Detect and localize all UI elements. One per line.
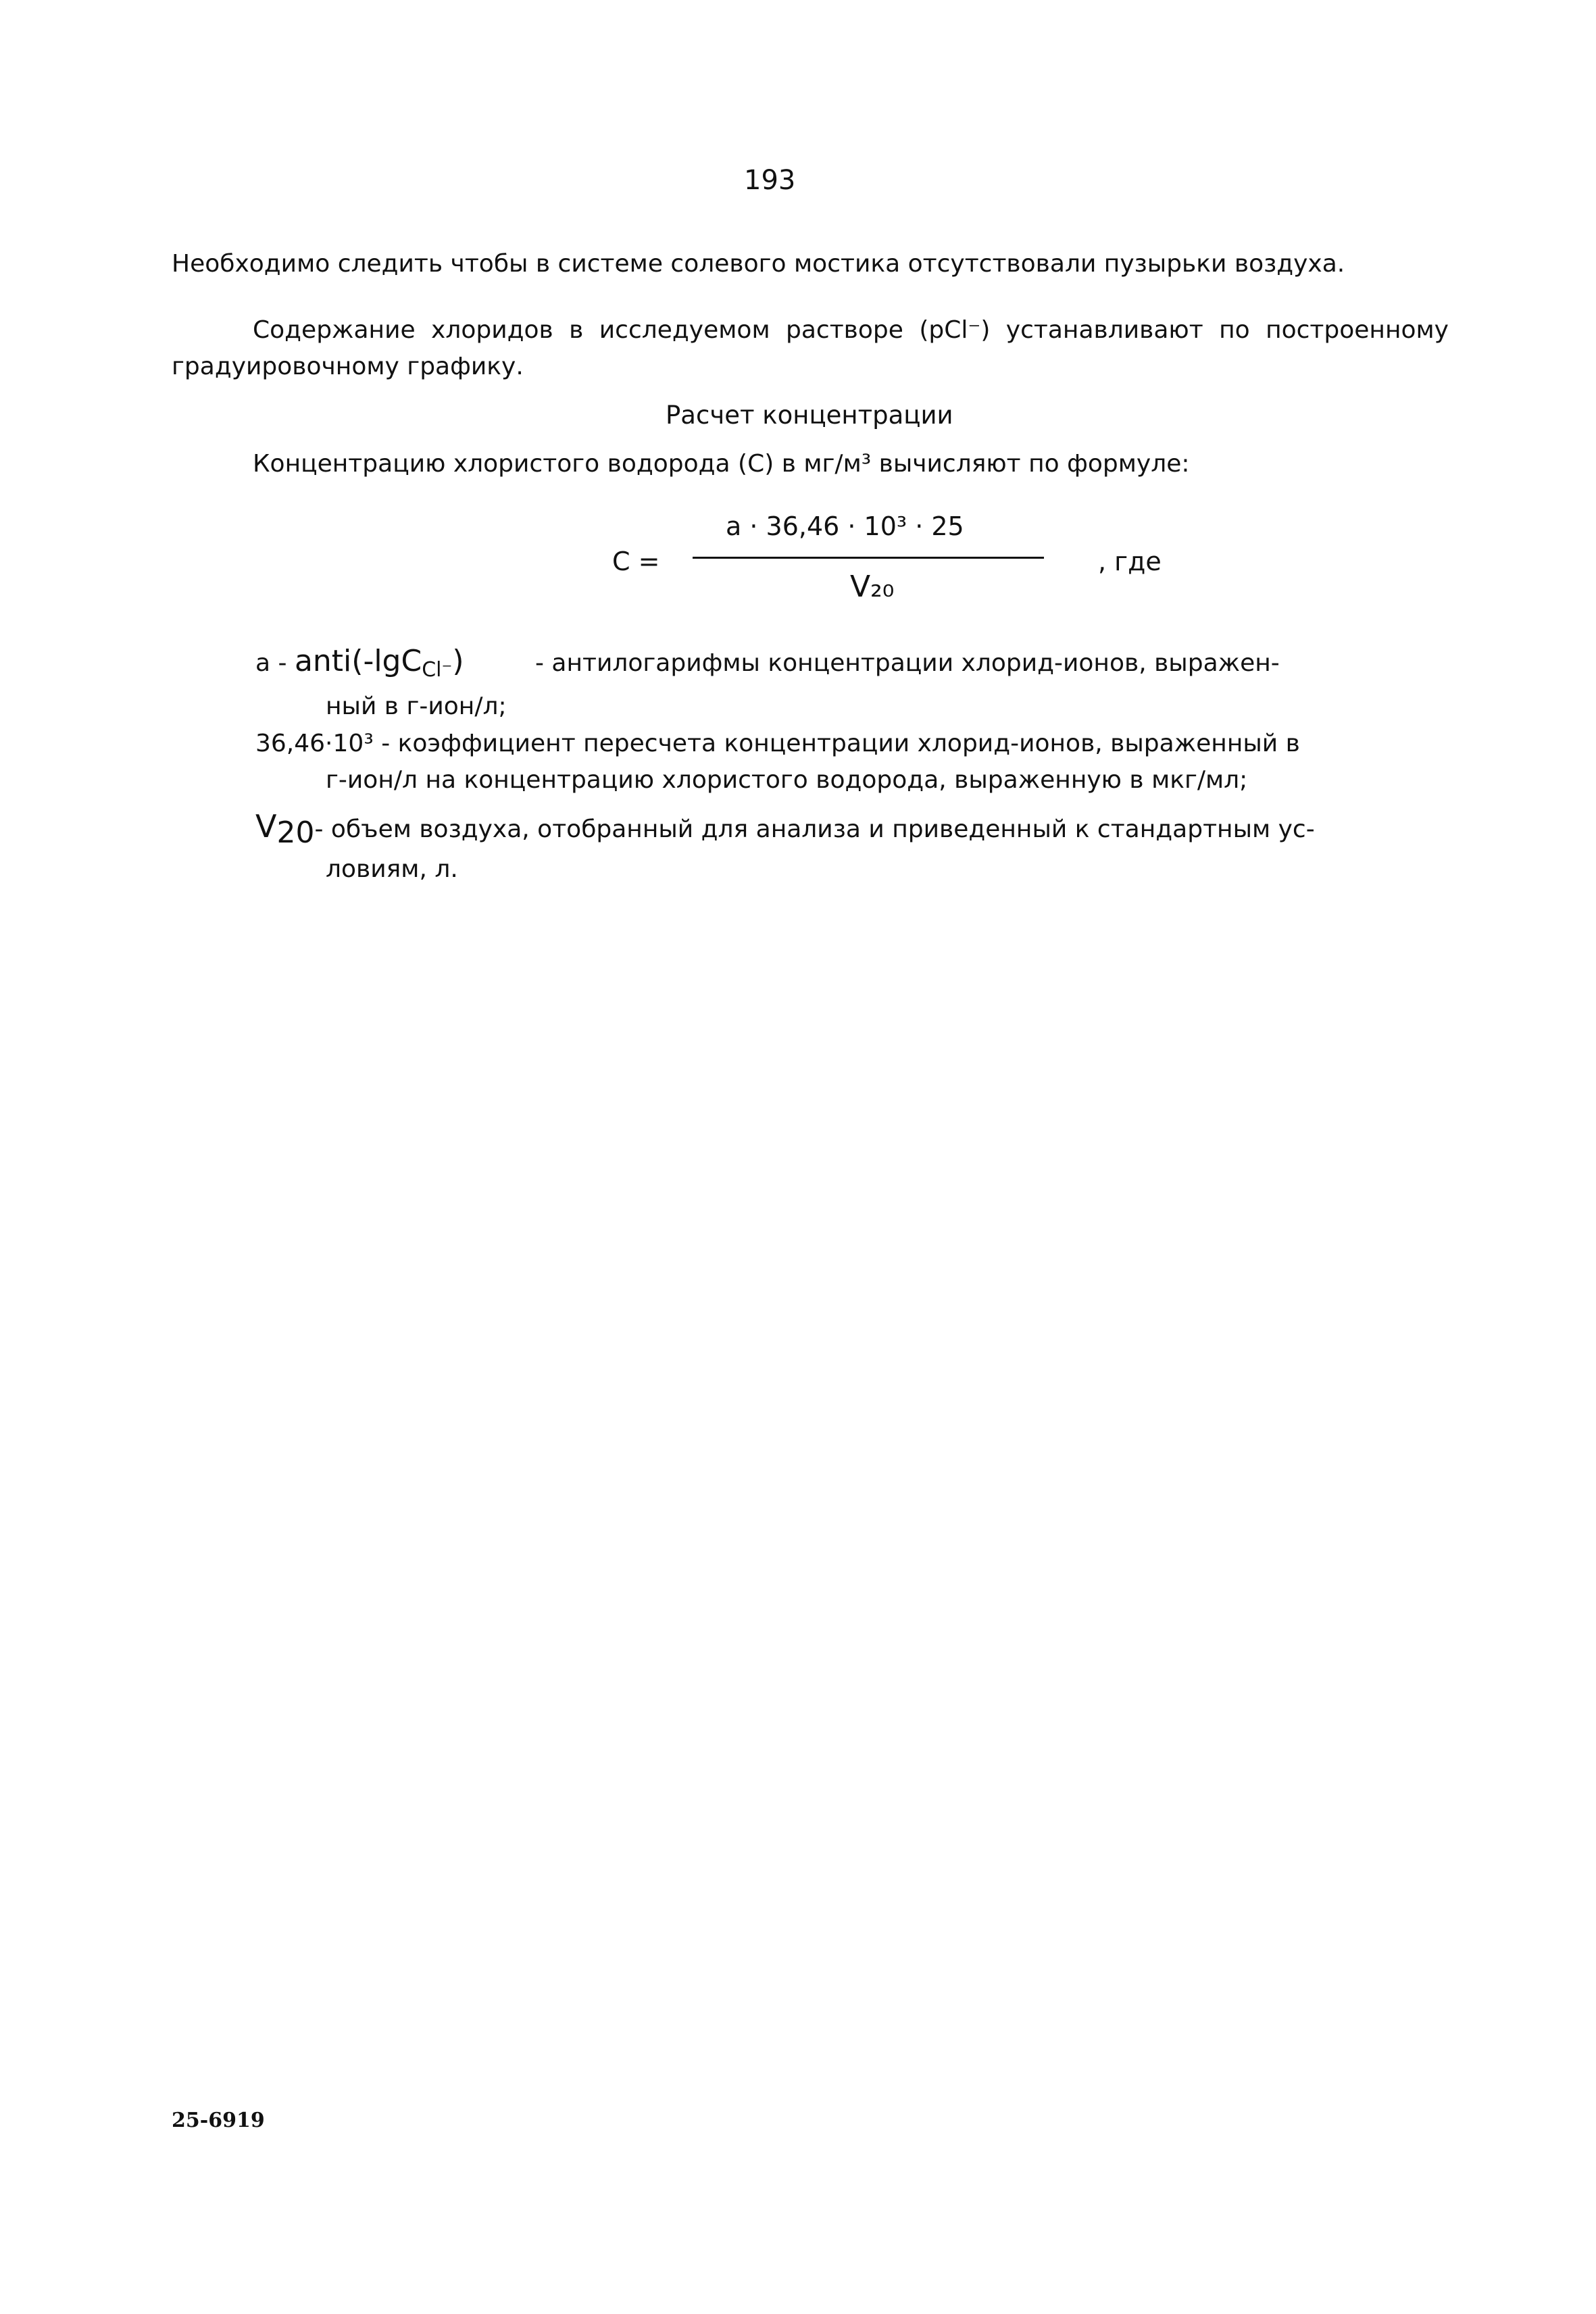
- definition-volume-line1: [255, 808, 1451, 851]
- definition-term-dash: -: [314, 815, 324, 843]
- formula-denominator: V₂₀: [850, 570, 895, 604]
- definition-term: V: [255, 808, 277, 845]
- section-title: Расчет концентрации: [666, 401, 953, 430]
- definition-expression: anti(-lgC: [294, 644, 422, 678]
- formula-intro: Концентрацию хлористого водорода (С) в мг/м³ вычисляют по формуле:: [253, 450, 1190, 478]
- definition-term: а -: [255, 649, 287, 677]
- document-code: 25-6919: [172, 2109, 265, 2132]
- definition-text-continued: г-ион/л на концентрацию хлористого водорода, выраженную в мкг/мл;: [326, 766, 1248, 794]
- definition-term: 36,46·10³ -: [255, 730, 391, 757]
- definition-a-line1: [255, 643, 1451, 688]
- formula-numerator: а · 36,46 · 10³ · 25: [726, 511, 964, 541]
- definition-expression-close: ): [452, 644, 464, 678]
- page-number: 193: [744, 165, 796, 196]
- definition-text: - антилогарифмы концентрации хлорид-ионов, выражен-: [534, 649, 1280, 677]
- definition-coefficient: [255, 726, 1451, 799]
- paragraph-chloride-content: Содержание хлоридов в исследуемом растворе (рCl⁻) устанавливают по построенному градуировочному графику.: [172, 316, 1449, 380]
- paragraph-salt-bridge: Необходимо следить чтобы в системе солевого мостика отсутствовали пузырьки воздуха.: [172, 250, 1345, 278]
- definition-text: коэффициент пересчета концентрации хлорид-ионов, выраженный в: [397, 730, 1300, 757]
- definition-expression-subscript: Cl⁻: [422, 658, 453, 682]
- definition-volume: [255, 808, 1451, 888]
- formula-where: , где: [1098, 547, 1162, 576]
- formula-lhs: С =: [612, 547, 660, 576]
- definition-text-continued: ловиям, л.: [326, 855, 458, 884]
- definition-text-continued: ный в г-ион/л;: [326, 693, 507, 721]
- definition-text: объем воздуха, отобранный для анализа и приведенный к стандартным ус-: [330, 815, 1315, 843]
- fraction-line: [693, 557, 1044, 559]
- definition-term-subscript: 20: [276, 815, 315, 851]
- definition-coefficient-line1: [255, 726, 1451, 762]
- definition-a: [255, 643, 1451, 725]
